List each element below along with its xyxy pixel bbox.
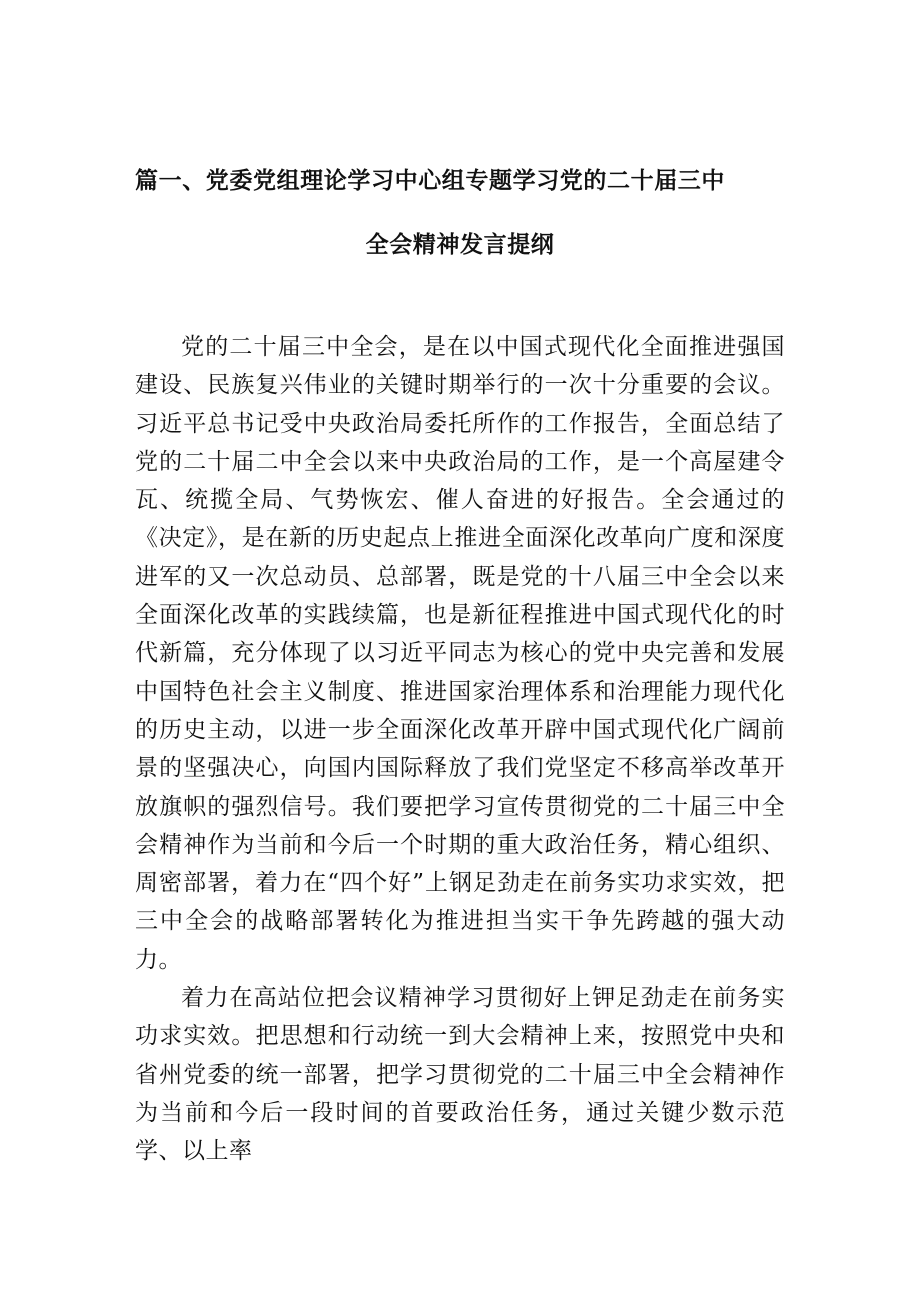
body-paragraph-1: 党的二十届三中全会，是在以中国式现代化全面推进强国建设、民族复兴伟业的关键时期举行的一次十分重要的会议。习近平总书记受中央政治局委托所作的工作报告，全面总结了党的二十届二中全会以来中央政治局的工作，是一个高屋建令瓦、统揽全局、气势恢宏、催人奋进的好报告。全会通过的《决定》，是在新的历史起点上推进全面深化改革向广度和深度进军的又一次总动员、总部署，既是党的十八届三中全会以来全面深化改革的实践续篇，也是新征程推进中国式现代化的时代新篇，充分体现了以习近平同志为核心的党中央完善和发展中国特色社会主义制度、推进国家治理体系和治理能力现代化的历史主动，以进一步全面深化改革开辟中国式现代化广阔前景的坚强决心，向国内国际释放了我们党坚定不移高举改革开放旗帜的强烈信号。我们要把学习宣传贯彻党的二十届三中全会精神作为当前和今后一个时期的重大政治任务，精心组织、周密部署，着力在“四个好”上钢足劲走在前务实功求实效，把三中全会的战略部署转化为推进担当实干争先跨越的强大动力。 — [135, 334, 785, 973]
document-title-line-1: 篇一、党委党组理论学习中心组专题学习党的二十届三中 — [135, 168, 725, 194]
document-body — [135, 328, 785, 1171]
body-paragraph-2: 着力在高站位把会议精神学习贯彻好上钾足劲走在前务实功求实效。把思想和行动统一到大会精神上来，按照党中央和省州党委的统一部署，把学习贯彻党的二十届三中全会精神作为当前和今后一段时间的首要政治任务，通过关键少数示范学、以上率 — [135, 985, 785, 1165]
document-title-line-2: 全会精神发言提纲 — [365, 232, 555, 258]
